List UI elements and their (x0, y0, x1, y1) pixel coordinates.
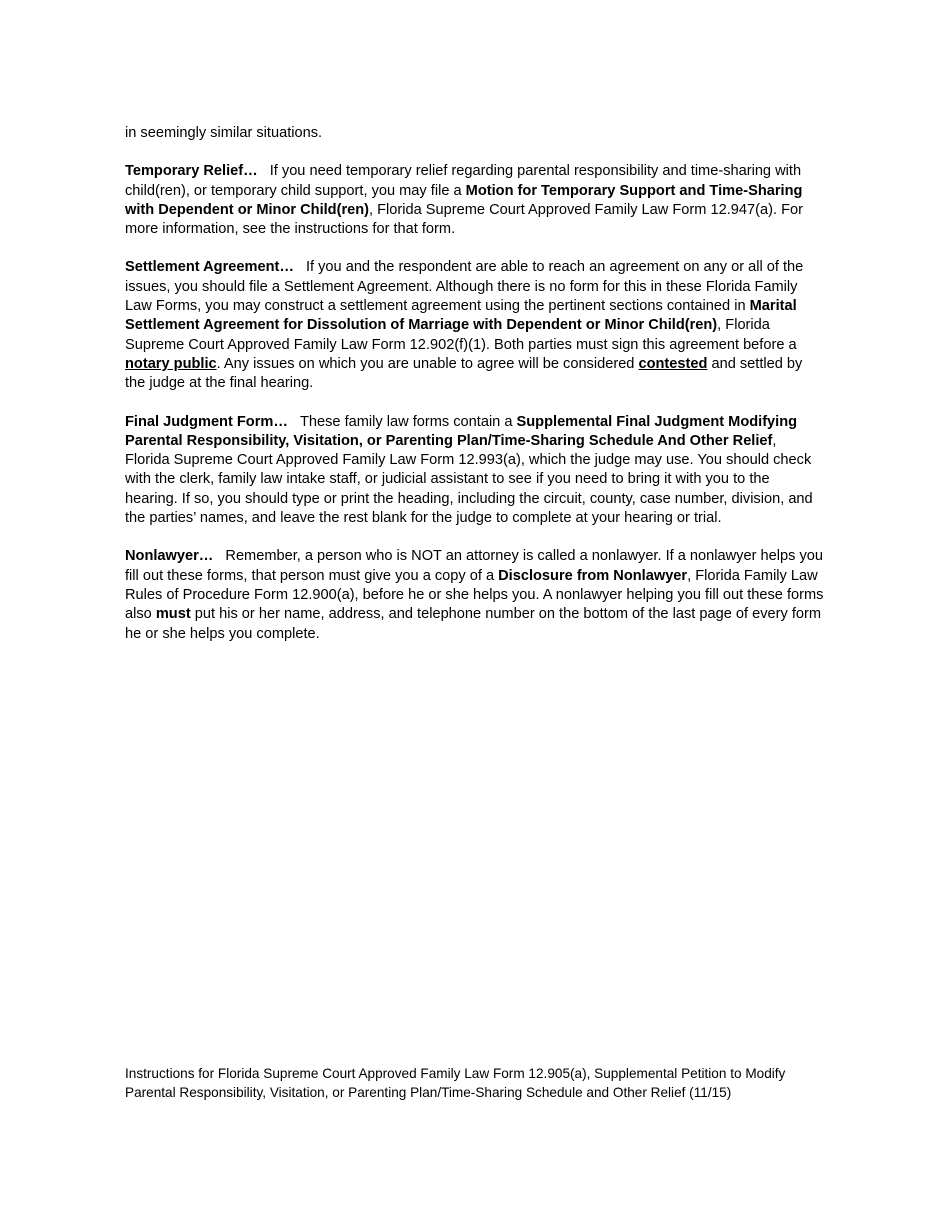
nonlawyer-heading: Nonlawyer… (125, 548, 214, 565)
temporary-relief-text-end: , Florida Supreme Court Approved Family Law Form 12.947(a). For more information, see the instructions for that form. (125, 201, 803, 238)
nonlawyer-paragraph (125, 547, 825, 643)
settlement-agreement-text-end: and settled by the judge at the final hearing. (125, 355, 803, 392)
final-judgment-text: These family law forms contain a (299, 413, 517, 430)
settlement-agreement-text: If you and the respondent are able to reach an agreement on any or all of the issues, you should file a Settlement Agreement. Although there is no form for this in these Florida Family Law Forms, you may construct a settlement agreement using the pertinent sections contained in (125, 259, 804, 315)
continuation-text: in seemingly similar situations. (125, 125, 323, 141)
settlement-agreement-text-mid2: . Any issues on which you are unable to agree will be considered (216, 355, 639, 372)
final-judgment-form-title: Supplemental Final Judgment Modifying Parental Responsibility, Visitation, or Parenting Plan/Time-Sharing Schedule And Other Relief (125, 413, 798, 449)
nonlawyer-text-mid: , Florida Family Law Rules of Procedure Form 12.900(a), before he or she helps you. A nonlawyer helping you fill out these forms also (125, 567, 824, 623)
temporary-relief-paragraph (125, 162, 825, 239)
final-judgment-text-end: , Florida Supreme Court Approved Family Law Form 12.993(a), which the judge may use. You should check with the clerk, family law intake staff, or judicial assistant to see if you need to bring it with you to the hearing. If so, you should type or print the heading, including the circuit, county, case number, division, and the parties’ names, and leave the rest blank for the judge to complete at your hearing or trial. (125, 432, 813, 527)
final-judgment-heading: Final Judgment Form… (125, 413, 288, 430)
temporary-relief-text: If you need temporary relief regarding parental responsibility and time-sharing with child(ren), or temporary child support, you may file a (125, 163, 802, 199)
settlement-agreement-text-mid: , Florida Supreme Court Approved Family Law Form 12.902(f)(1). Both parties must sign this agreement before a (125, 317, 797, 353)
settlement-agreement-paragraph (125, 258, 825, 393)
temporary-relief-form-title: Motion for Temporary Support and Time-Sharing with Dependent or Minor Child(ren) (125, 182, 803, 218)
footer-line-2: Parental Responsibility, Visitation, or Parenting Plan/Time-Sharing Schedule and Other Relief (11/15) (125, 1084, 732, 1100)
document-body (125, 124, 825, 663)
nonlawyer-text: Remember, a person who is NOT an attorney is called a nonlawyer. If a nonlawyer helps you fill out these forms, that person must give you a copy of a (125, 548, 823, 584)
disclosure-form-title: Disclosure from Nonlawyer (498, 567, 688, 584)
nonlawyer-text-end: put his or her name, address, and telephone number on the bottom of the last page of every form he or she helps you complete. (125, 606, 822, 642)
contested-term: contested (638, 355, 708, 372)
footer-line-1: Instructions for Florida Supreme Court Approved Family Law Form 12.905(a), Supplemental Petition to Modify (125, 1066, 786, 1081)
temporary-relief-heading: Temporary Relief… (125, 163, 258, 180)
notary-public-term: notary public (125, 355, 217, 372)
final-judgment-paragraph (125, 413, 825, 529)
page-footer (125, 1065, 835, 1102)
must-term: must (155, 606, 191, 623)
settlement-agreement-form-title: Marital Settlement Agreement for Dissolution of Marriage with Dependent or Minor Child(ren) (125, 298, 797, 334)
settlement-agreement-heading: Settlement Agreement… (125, 259, 294, 276)
